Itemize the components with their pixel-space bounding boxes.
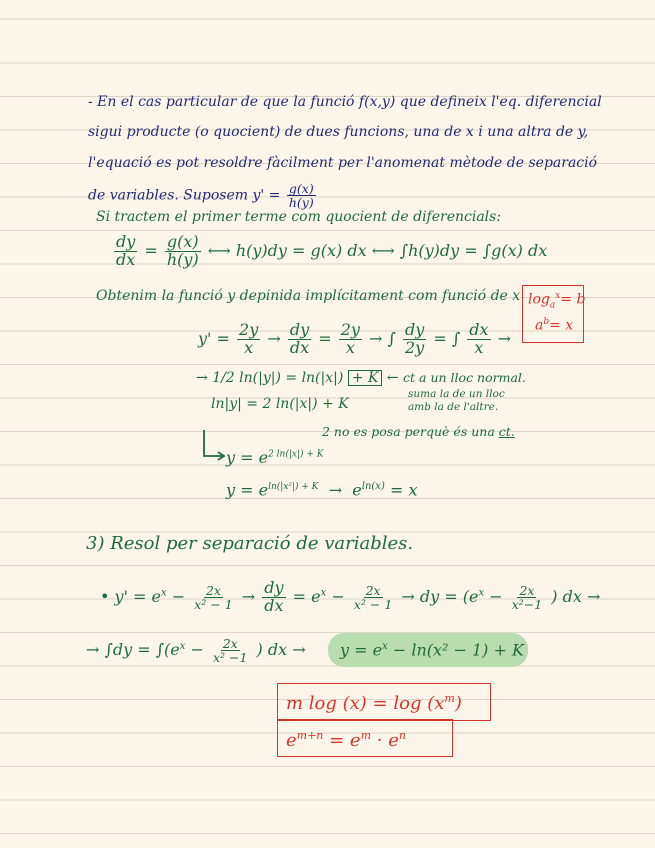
eq7-exp2: ln(x) xyxy=(361,481,385,492)
s3e1-fd3: x²−1 xyxy=(511,596,543,612)
eq6-y: y = e xyxy=(226,448,269,467)
eq2-f4n: dy xyxy=(404,320,425,339)
s3e2-fd: x² −1 xyxy=(212,650,248,666)
eq1-dx: dx xyxy=(116,249,136,269)
prop-2-sup2: m xyxy=(360,729,372,742)
s3e1-frac-dydx xyxy=(262,580,285,615)
eq2-f1d: x xyxy=(244,337,254,357)
eq2-lhs: y' = xyxy=(198,328,230,348)
si-tractem-line: Si tractem el primer terme com quocient de diferencials: xyxy=(96,209,502,225)
eq1-hy: h(y) xyxy=(166,249,199,269)
intro-line-2: sigui producte (o quocient) de dues funcions, una de x i una altra de y, xyxy=(88,124,589,140)
s3e1-sup2: x xyxy=(320,587,327,599)
prop-2-mid: = e xyxy=(329,730,361,751)
log-base: a xyxy=(549,300,556,311)
log-property-text xyxy=(286,692,462,714)
pow-exp: b xyxy=(543,317,550,327)
s3e1-dx: dx xyxy=(264,595,284,615)
eq2-frac-4 xyxy=(403,322,426,357)
eq3-arrow-icon-2: ← xyxy=(386,370,399,386)
eq1-arrow-icon: ⟷ xyxy=(207,240,231,260)
intro-frac-den: h(y) xyxy=(288,195,314,211)
s3e1-fd: x² − 1 xyxy=(194,596,233,612)
s3e1-frac-2 xyxy=(352,584,394,611)
log-rest: = b xyxy=(560,291,586,308)
s3e2-int: ∫dy = ∫(e xyxy=(104,640,180,660)
eq7-exp: ln(|x²|) + K xyxy=(268,482,319,492)
eq5-note-text: 2 no es posa perquè és una xyxy=(322,424,499,439)
eq1-rest-2: ∫h(y)dy = ∫g(x) dx xyxy=(399,240,548,260)
eq3-note-1: ct a un lloc normal. xyxy=(403,370,526,385)
intro-frac-num: g(x) xyxy=(288,181,314,196)
eq2-frac-1 xyxy=(237,322,260,357)
s3e1-fd2: x² − 1 xyxy=(353,596,393,612)
log-exp: x xyxy=(555,291,561,301)
eq2-f2n: dy xyxy=(289,320,310,339)
intro-line-4 xyxy=(88,182,318,209)
s3e1-frac xyxy=(192,584,234,611)
eq2-f4d: 2y xyxy=(405,337,425,357)
s3e1-frac-3 xyxy=(510,584,545,611)
equation-6 xyxy=(226,450,324,466)
eq1-frac-gh xyxy=(165,234,201,269)
s3e2-sup: x xyxy=(179,640,186,652)
eq2-arrow-icon-1: → xyxy=(267,328,281,348)
s3e2-frac xyxy=(211,637,249,664)
equation-4: ln|y| = 2 ln(|x|) + K xyxy=(211,396,349,412)
eq1-rest-1: h(y)dy = g(x) dx xyxy=(235,240,367,260)
eq2-frac-3 xyxy=(339,322,362,357)
eq3-note-2: suma la de un lloc xyxy=(408,388,505,400)
pow-rest: = x xyxy=(549,317,574,334)
section3-eq1: • $y' = e^x$ − $\frac{2x}{\text{x² − 1}}$ → $\frac{dy}{dx}$ = $e^x$ − $\frac{2x}{\text{x² − 1}}$ → dy = ($e^x$ − $\frac{2x}{\text{x²−1}}$ ) dx → xyxy=(100,578,601,615)
s3e2-end: ) dx xyxy=(256,640,288,660)
eq3-k-box: + K xyxy=(348,370,383,386)
eq3-half: 1/2 xyxy=(212,370,235,386)
s3e1-arrow-icon: → xyxy=(241,586,256,606)
s3e2-arrow-icon-2: → xyxy=(292,640,306,660)
eq1-gx: g(x) xyxy=(166,232,199,251)
s3e1-arrow-icon-3: → xyxy=(586,586,601,606)
eq1-frac-dydx xyxy=(114,234,137,269)
eq2-f5n: dx xyxy=(469,320,489,339)
eq3-arrow-icon: → xyxy=(196,370,208,386)
equation-1: $\frac{dy}{dx}$ = $\frac{g(x)}{h(y)}$ ⟷ h(y)dy = g(x) dx ⟷ ∫h(y)dy = ∫g(x) dx xyxy=(116,232,548,269)
log-word: log xyxy=(528,291,550,308)
section-3-title: 3) Resol per separació de variables. xyxy=(86,533,414,554)
obtenim-line: Obtenim la funció y depinida implícitament com funció de x xyxy=(96,288,521,304)
s3e1-fn3: 2x xyxy=(519,582,535,598)
s3e1-fn: 2x xyxy=(205,582,221,598)
intro-line-3: l'equació es pot resoldre fàcilment per l'anomenat mètode de separació xyxy=(88,155,598,171)
eq5-note-ct: ct. xyxy=(498,424,515,439)
intro-fraction xyxy=(287,182,316,209)
eq5-note xyxy=(322,426,515,439)
eq2-f1n: 2y xyxy=(239,320,259,339)
prop-2-sup: m+n xyxy=(296,729,324,742)
bent-arrow-icon xyxy=(200,428,228,464)
eq2-frac-2 xyxy=(288,322,311,357)
eq7-arrow-icon: → xyxy=(323,480,348,500)
log-definition-box xyxy=(522,285,584,343)
s3-res-sup: x xyxy=(382,641,388,652)
bullet: • xyxy=(100,586,110,606)
prop-1-end: ) xyxy=(454,693,462,714)
intro-line-1: - En el cas particular de que la funció f(x,y) que defineix l'eq. diferencial xyxy=(88,94,602,110)
equation-2: y' = $\frac{2y}{x}$ → $\frac{dy}{dx}$ = $\frac{2y}{x}$ → ∫ $\frac{dy}{2y}$ = ∫ $\frac{dx}{x}$ → xyxy=(198,320,512,357)
eq6-exp: 2 ln(|x|) + K xyxy=(268,449,324,460)
s3e1-arrow-icon-2: → xyxy=(401,586,415,606)
eq7-y: y = e xyxy=(226,480,269,500)
exp-property-box xyxy=(277,719,453,757)
prop-2-dot: · e xyxy=(376,730,399,751)
intro-line-4-text: de variables. Suposem y' = xyxy=(88,187,281,204)
s3-res: y = e xyxy=(340,640,383,660)
eq7-e: e xyxy=(352,480,362,500)
eq2-arrow-icon-3: → xyxy=(497,328,512,348)
s3e1-minus: − xyxy=(171,586,186,606)
eq3-note-3: amb la de l'altre. xyxy=(408,401,499,413)
log-box-line-2 xyxy=(535,317,573,334)
prop-2: e xyxy=(286,730,297,751)
eq2-arrow-icon-2: → xyxy=(369,328,383,348)
s3e1-sup: x xyxy=(161,587,167,599)
prop-2-sup3: n xyxy=(398,729,406,742)
prop-1: m log (x) = log (x xyxy=(286,693,445,714)
s3e1-dy: dy xyxy=(264,578,284,597)
eq2-f5d: x xyxy=(474,337,484,357)
s3e1-sup3: x xyxy=(478,587,485,599)
equation-3 xyxy=(196,370,526,386)
eq2-f2d: dx xyxy=(289,337,310,357)
eq3-main: ln(|y|) = ln(|x|) xyxy=(239,370,344,386)
eq2-frac-5 xyxy=(467,322,490,357)
eq1-arrow-icon-2: ⟷ xyxy=(371,240,395,260)
s3e1-eq: = e xyxy=(292,586,321,606)
s3e1-fn2: 2x xyxy=(365,582,381,598)
eq2-f3d: x xyxy=(345,337,355,357)
eq7-eqx: = x xyxy=(389,480,418,500)
s3e1-lhs: y' = e xyxy=(114,586,162,606)
prop-1-sup: m xyxy=(444,692,455,705)
s3-res-rest: − ln(x² − 1) + K xyxy=(392,640,524,660)
exp-property-text xyxy=(286,729,406,751)
s3e2-arrow-icon: → xyxy=(86,640,100,660)
log-box-line-1 xyxy=(528,291,585,310)
section3-result xyxy=(340,642,524,658)
s3e1-rend: ) dx xyxy=(551,586,582,606)
log-property-box xyxy=(277,683,491,721)
equation-7 xyxy=(226,482,417,498)
s3e1-r: dy = (e xyxy=(419,586,479,606)
pow-base: a xyxy=(535,317,544,334)
section3-eq2: → $\int dy = \int(e^x$ − $\frac{2x}{\text{x² −1}}$ ) dx → xyxy=(86,636,306,666)
s3e2-fn: 2x xyxy=(222,636,238,651)
eq2-f3n: 2y xyxy=(340,320,360,339)
eq1-dy: dy xyxy=(116,232,136,251)
